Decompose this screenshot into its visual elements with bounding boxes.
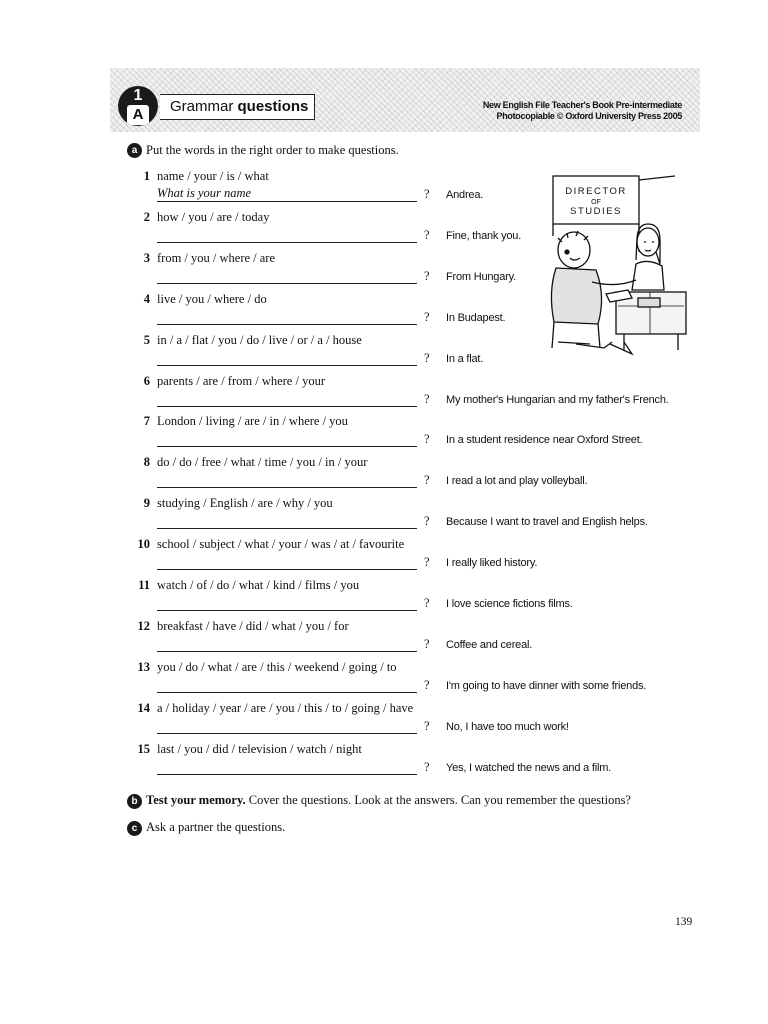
answer-line[interactable] [157,651,417,652]
item-prompt: studying / English / are / why / you [157,496,333,511]
item-number: 9 [143,496,150,511]
item-answer: I read a lot and play volleyball. [446,475,588,488]
item-number: 7 [143,414,150,429]
exercise-c-icon: c [127,821,142,836]
answer-line [157,201,417,202]
item-prompt: London / living / are / in / where / you [157,414,348,429]
question-mark: ? [424,677,430,692]
answer-line[interactable] [157,610,417,611]
item-number: 8 [143,455,150,470]
title-main: questions [237,98,309,115]
answer-line[interactable] [157,692,417,693]
item-answer: Yes, I watched the news and a film. [446,761,612,774]
page-number: 139 [675,916,693,928]
item-prompt: name / your / is / what [157,169,269,183]
question-mark: ? [424,636,430,651]
item-prompt: from / you / where / are [157,250,276,265]
item-prompt: a / holiday / year / are / you / this / to / going / have [157,700,414,715]
exercise-b-instruction [146,793,631,808]
item-answer: No, I have too much work! [446,720,569,733]
item-answer: In a flat. [446,352,484,365]
telephone-icon [638,298,660,307]
item-answer: I really liked history. [446,557,538,570]
question-mark: ? [424,268,430,283]
exercise-a-icon: a [127,143,142,158]
question-mark: ? [424,473,430,488]
exercise-b-icon: b [127,794,142,809]
item-number: 10 [137,537,150,552]
item-number: 13 [137,659,150,674]
publisher-line-1: New English File Teacher's Book Pre-intermediate [482,100,682,110]
item-number: 5 [143,332,150,347]
exercise-b-text: Cover the questions. Look at the answers. Can you remember the questions? [245,793,631,807]
item-prompt: how / you / are / today [157,209,270,224]
item-prompt: watch / of / do / what / kind / films / you [157,578,360,592]
item-prompt: school / subject / what / your / was / at / favourite [157,537,405,552]
item-prompt: parents / are / from / where / your [157,373,325,388]
question-mark: ? [424,187,430,201]
item-answer: My mother's Hungarian and my father's French. [446,393,669,406]
item-answer: In Budapest. [446,311,506,324]
director-of-studies-cartoon [540,172,692,364]
unit-badge [118,86,158,126]
item-answer: I love science fictions films. [446,598,573,610]
unit-letter: A [127,105,149,125]
question-mark: ? [424,227,430,242]
item-answer: Fine, thank you. [446,229,522,242]
item-number: 12 [137,618,150,633]
answer-line[interactable] [157,406,417,407]
question-mark: ? [424,432,430,447]
answer-line[interactable] [157,528,417,529]
item-answer: I'm going to have dinner with some friends. [446,679,647,692]
question-mark: ? [424,309,430,324]
item-prompt: breakfast / have / did / what / you / for [157,618,349,633]
answer-line[interactable] [157,733,417,734]
item-number: 2 [143,209,150,224]
answer-line[interactable] [157,283,417,284]
item-prompt: live / you / where / do [157,291,267,306]
answer-line[interactable] [157,324,417,325]
question-mark: ? [424,391,430,406]
item-answer: Coffee and cereal. [446,638,533,651]
question-mark: ? [424,350,430,365]
sign-line-3: STUDIES [570,206,622,217]
item-prompt: you / do / what / are / this / weekend / going / to [157,659,397,674]
item-prompt: last / you / did / television / watch / night [157,741,362,756]
publisher-line-2: Photocopiable © Oxford University Press 2005 [496,111,682,121]
item-answer: Andrea. [446,189,484,201]
title-prefix: Grammar [170,98,234,115]
sign-line-2: OF [591,199,601,206]
exercise-b-bold: Test your memory. [146,793,246,807]
item-prompt: do / do / free / what / time / you / in / your [157,455,368,470]
answer-line[interactable] [157,774,417,775]
item-example-answer: What is your name [157,186,252,200]
sign-line-1: DIRECTOR [565,186,627,197]
answer-line[interactable] [157,487,417,488]
item-answer: In a student residence near Oxford Street. [446,434,643,447]
answer-line[interactable] [157,569,417,570]
item-number: 14 [137,700,150,715]
question-mark: ? [424,596,430,610]
item-answer: Because I want to travel and English helps. [446,516,648,529]
page-title [160,94,315,120]
item-number: 6 [143,373,150,388]
exercise-a-instruction: Put the words in the right order to make questions. [146,143,399,157]
item-number: 15 [137,741,150,756]
question-mark: ? [424,514,430,529]
item-answer: From Hungary. [446,270,516,283]
item-prompt: in / a / flat / you / do / live / or / a / house [157,332,362,347]
question-mark: ? [424,718,430,733]
item-number: 3 [143,250,150,265]
unit-number: 1 [133,87,143,104]
item-number: 4 [143,291,150,306]
item-number: 1 [143,169,150,183]
question-mark: ? [424,759,430,774]
item-number: 11 [138,578,150,592]
answer-line[interactable] [157,365,417,366]
answer-line[interactable] [157,242,417,243]
answer-line[interactable] [157,446,417,447]
exercise-c-instruction: Ask a partner the questions. [146,820,286,834]
question-mark: ? [424,555,430,570]
